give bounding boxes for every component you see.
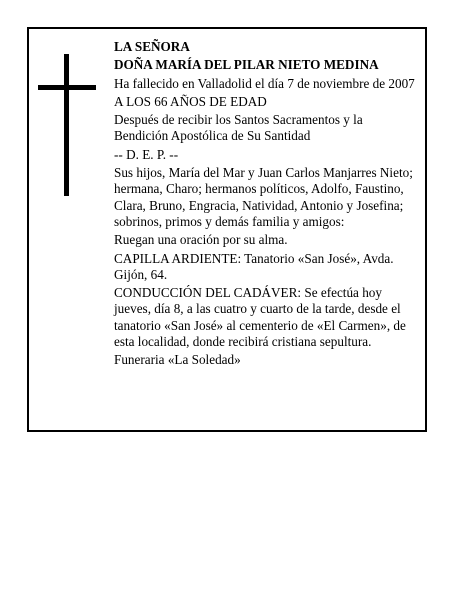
age-line: A LOS 66 AÑOS DE EDAD	[114, 93, 267, 109]
cross-upright	[64, 54, 69, 196]
cross-beam	[38, 85, 96, 90]
funeral-home: Funeraria «La Soledad»	[114, 352, 241, 368]
funeral-procession-info: CONDUCCIÓN DEL CADÁVER: Se efectúa hoy jueves, día 8, a las cuatro y cuarto de la tarde, desde el tanatorio «San José» al cementerio de «El Carmen», de esta localidad, donde recibirá cristiana sepultura.	[114, 285, 406, 350]
family-list: Sus hijos, María del Mar y Juan Carlos Manjarres Nieto; hermana, Charo; hermanos políticos, Adolfo, Faustino, Clara, Bruno, Engracia, Natividad, Antonio y Josefina; sobrinos, primos y demás familia y amigos:	[114, 165, 413, 229]
death-place-date: Ha fallecido en Valladolid el día 7 de noviembre de 2007	[114, 75, 415, 91]
cross-icon	[38, 54, 96, 196]
heading-la-senora: LA SEÑORA	[114, 39, 190, 54]
rip-line: -- D. E. P. --	[114, 146, 179, 162]
prayer-request: Ruegan una oración por su alma.	[114, 232, 288, 248]
deceased-name: DOÑA MARÍA DEL PILAR NIETO MEDINA	[114, 57, 379, 73]
sacraments-line: Después de recibir los Santos Sacramentos y la Bendición Apostólica de Su Santidad	[114, 112, 363, 144]
chapel-info: CAPILLA ARDIENTE: Tanatorio «San José», Avda. Gijón, 64.	[114, 250, 394, 282]
obituary-text	[114, 39, 418, 371]
